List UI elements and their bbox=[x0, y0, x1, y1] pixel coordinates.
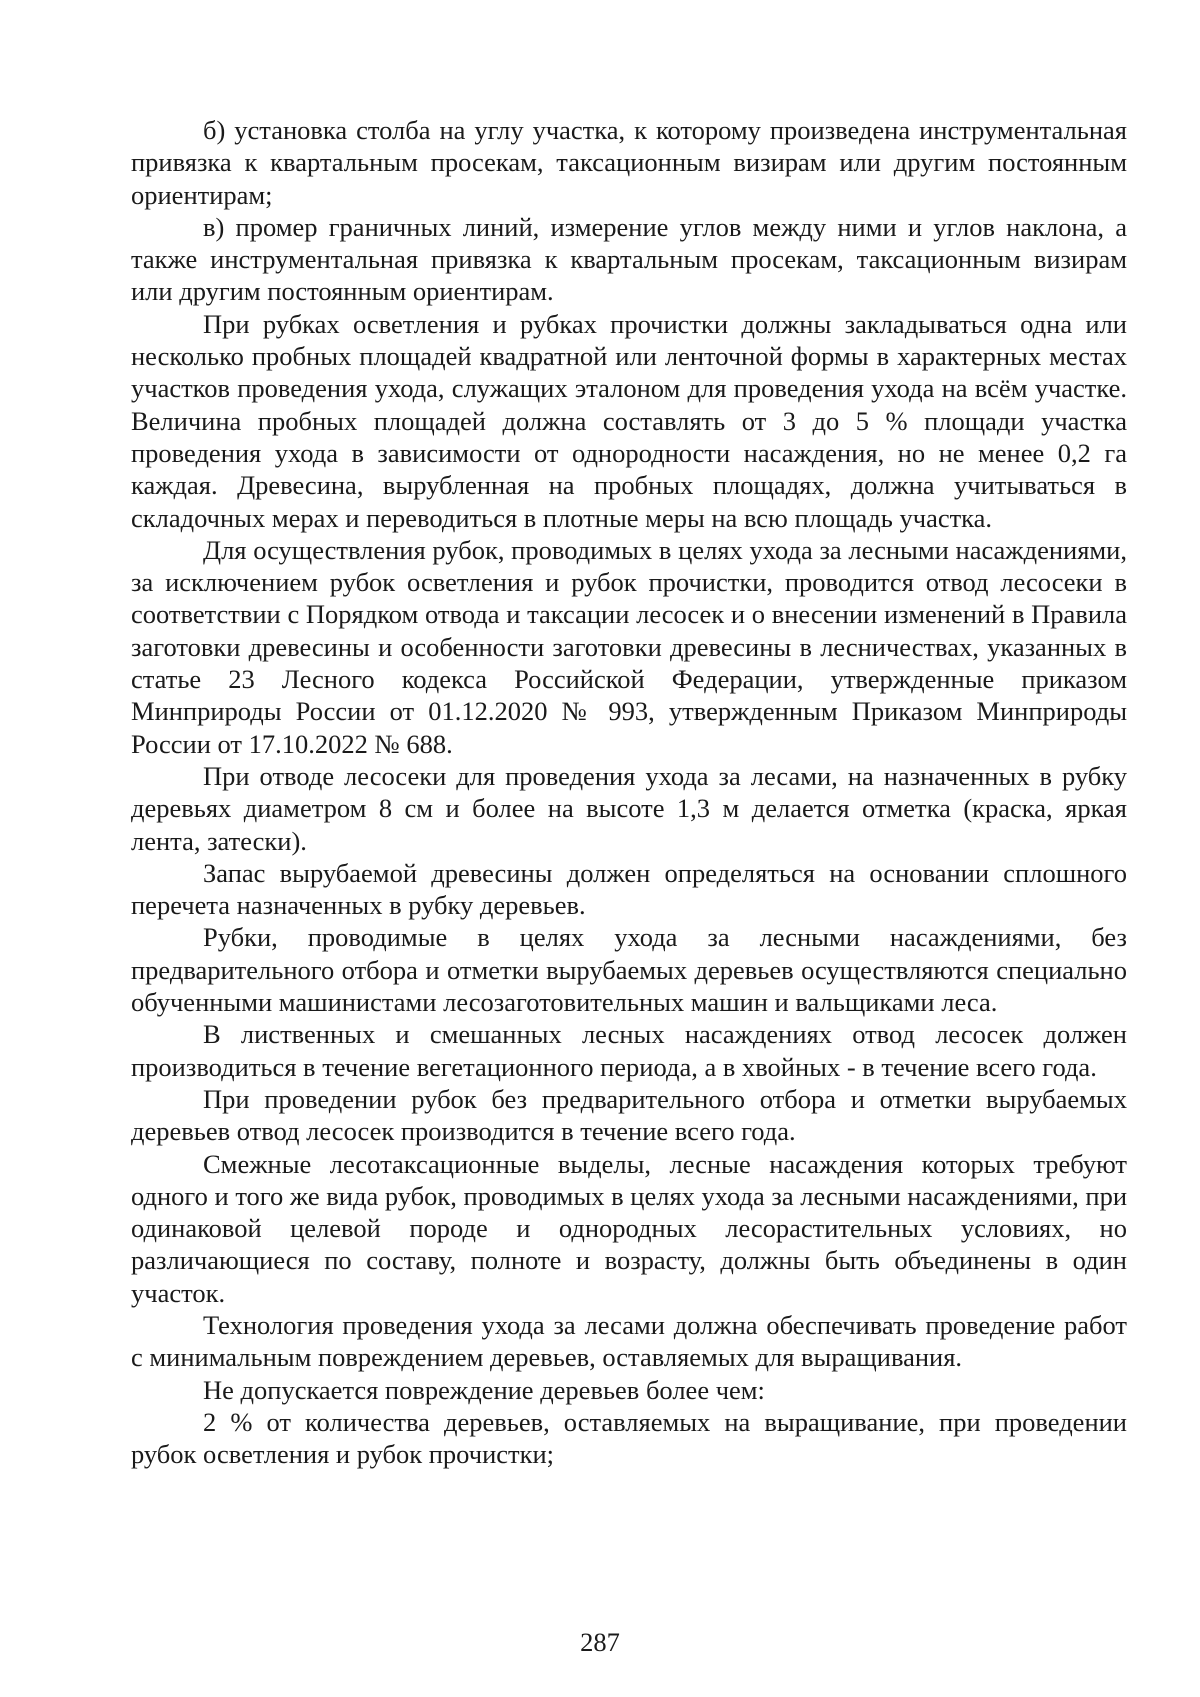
paragraph-allotment-season: В лиственных и смешанных лесных насаждениях отвод лесосек должен производиться в течение вегетационного периода, а в хвойных - в течение всего года. bbox=[131, 1019, 1127, 1082]
paragraph-adjacent-plots: Смежные лесотаксационные выделы, лесные насаждения которых требуют одного и того же вида рубок, проводимых в целях ухода за лесными насаждениями, при одинаковой целевой породе и однородных лесорастительных условиях, но различающиеся по составу, полноте и возрасту, должны быть объединены в один участок. bbox=[131, 1148, 1127, 1308]
paragraph-cutting-allotment: Для осуществления рубок, проводимых в целях ухода за лесными насаждениями, за исключением рубок осветления и рубок прочистки, проводится отвод лесосеки в соответствии с Порядком отвода и таксации лесосек и о внесении изменений в Правила заготовки древесины и особенности заготовки древесины в лесничествах, указанных в статье 23 Лесного кодекса Российской Федерации, утвержденные приказом Минприроды России от 01.12.2020 № 993, утвержденным Приказом Минприроды России от 17.10.2022 № 688. bbox=[131, 534, 1127, 759]
paragraph-year-round: При проведении рубок без предварительного отбора и отметки вырубаемых деревьев отвод лесосек производится в течение всего года. bbox=[131, 1083, 1127, 1147]
document-body bbox=[131, 114, 1127, 1470]
paragraph-timber-stock: Запас вырубаемой древесины должен определяться на основании сплошного перечета назначенных в рубку деревьев. bbox=[131, 857, 1127, 921]
page-number: 287 bbox=[580, 1627, 620, 1657]
paragraph-sample-plots: При рубках осветления и рубках прочистки должны закладываться одна или несколько пробных площадей квадратной или ленточной формы в характерных местах участков проведения ухода, служащих эталоном для проведения ухода на всём участке. Величина пробных площадей должна составлять от 3 до 5 % площади участка проведения ухода в зависимости от однородности насаждения, но не менее 0,2 га каждая. Древесина, вырубленная на пробных площадях, должна учитываться в складочных мерах и переводиться в плотные меры на всю площадь участка. bbox=[131, 308, 1127, 533]
paragraph-tree-marking: При отводе лесосеки для проведения ухода за лесами, на назначенных в рубку деревьях диаметром 8 см и более на высоте 1,3 м делается отметка (краска, яркая лента, затески). bbox=[131, 760, 1127, 856]
paragraph-damage-limit: Не допускается повреждение деревьев более чем: bbox=[203, 1374, 765, 1405]
paragraph-item-v: в) промер граничных линий, измерение углов между ними и углов наклона, а также инструментальная привязка к квартальным просекам, таксационным визирам или другим постоянным ориентирам. bbox=[131, 211, 1127, 307]
paragraph-item-b: б) установка столба на углу участка, к которому произведена инструментальная привязка к квартальным просекам, таксационным визирам или другим постоянным ориентирам; bbox=[131, 115, 1127, 210]
paragraph-trained-operators: Рубки, проводимые в целях ухода за лесными насаждениями, без предварительного отбора и отметки вырубаемых деревьев осуществляются специально обученными машинистами лесозаготовительных машин и вальщиками леса. bbox=[131, 922, 1127, 1018]
paragraph-damage-percent: 2 % от количества деревьев, оставляемых на выращивание, при проведении рубок осветления и рубок прочистки; bbox=[131, 1406, 1127, 1470]
paragraph-technology: Технология проведения ухода за лесами должна обеспечивать проведение работ с минимальным повреждением деревьев, оставляемых для выращивания. bbox=[131, 1309, 1127, 1373]
